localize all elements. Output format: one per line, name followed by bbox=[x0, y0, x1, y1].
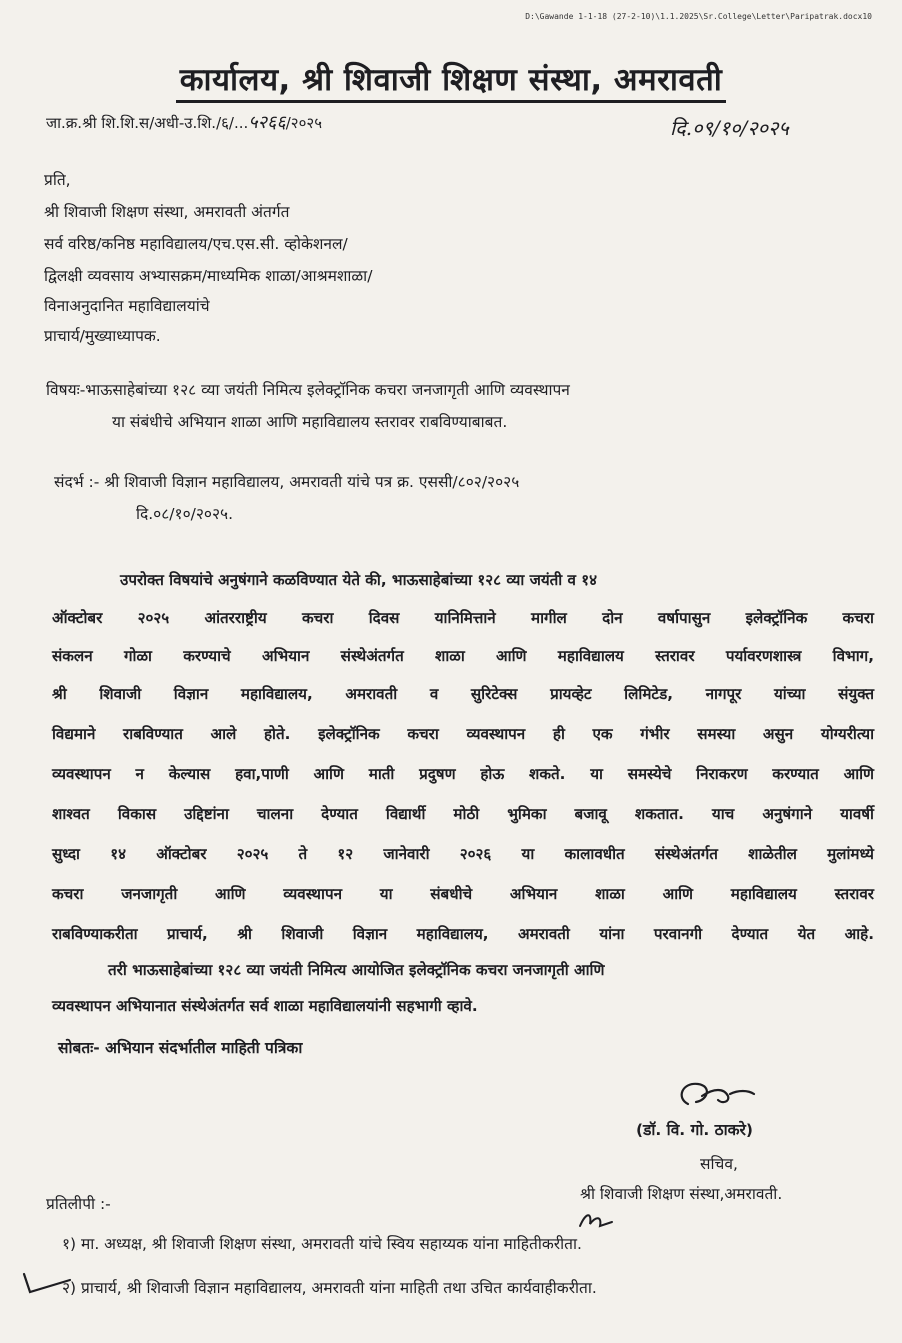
signature-mark bbox=[668, 1076, 758, 1118]
body-line: व्यवस्थापन न केल्यास हवा,पाणी आणि माती प्रदुषण होऊ शकते. या समस्येचे निराकरण करण्यात आणि bbox=[52, 765, 874, 783]
body-line: तरी भाऊसाहेबांच्या १२८ व्या जयंती निमित्य आयोजित इलेक्ट्रॉनिक कचरा जनजागृती आणि bbox=[108, 961, 605, 979]
file-path: D:\Gawande 1-1-18 (27-2-10)\1.1.2025\Sr.College\Letter\Paripatrak.docx10 bbox=[525, 12, 872, 21]
body-line: विद्यमाने राबविण्यात आले होते. इलेक्ट्रॉनिक कचरा व्यवस्थापन ही एक गंभीर समस्या असुन योग्यरीत्या bbox=[52, 725, 874, 743]
signatory-name: (डॉ. वि. गो. ठाकरे) bbox=[636, 1121, 753, 1139]
recipient-line: सर्व वरिष्ठ/कनिष्ठ महाविद्यालय/एच.एस.सी. व्होकेशनल/ bbox=[44, 235, 348, 253]
signatory-organization: श्री शिवाजी शिक्षण संस्था,अमरावती. bbox=[580, 1185, 783, 1203]
recipient-line: प्राचार्य/मुख्याध्यापक. bbox=[44, 327, 161, 345]
recipient-line: प्रति, bbox=[44, 171, 71, 189]
body-line: कचरा जनजागृती आणि व्यवस्थापन या संबधीचे अभियान शाळा आणि महाविद्यालय स्तरावर bbox=[52, 885, 874, 903]
body-line: उपरोक्त विषयांचे अनुषंगाने कळविण्यात येते की, भाऊसाहेबांच्या १२८ व्या जयंती व १४ bbox=[120, 571, 598, 589]
reference-number bbox=[46, 110, 322, 134]
initial-mark bbox=[576, 1208, 616, 1232]
recipient-line: द्विलक्षी व्यवसाय अभ्यासक्रम/माध्यमिक शाळा/आश्रमशाळा/ bbox=[44, 267, 373, 285]
letterhead-title bbox=[0, 58, 902, 100]
copy-to-item: १) मा. अध्यक्ष, श्री शिवाजी शिक्षण संस्था, अमरावती यांचे स्विय सहाय्यक यांना माहितीकरीता. bbox=[62, 1235, 582, 1253]
reference-prefix: जा.क्र.श्री शि.शि.स/अधी-उ.शि./६/... bbox=[46, 114, 249, 132]
signatory-designation: सचिव, bbox=[700, 1155, 738, 1173]
body-line: व्यवस्थापन अभियानात संस्थेअंतर्गत सर्व शाळा महाविद्यालयांनी सहभागी व्हावे. bbox=[52, 997, 478, 1015]
letterhead-title-text: कार्यालय, श्री शिवाजी शिक्षण संस्था, अमरावती bbox=[176, 62, 727, 103]
body-line: ऑक्टोबर २०२५ आंतरराष्ट्रीय कचरा दिवस यानिमित्ताने मागील दोन वर्षापासुन इलेक्ट्रॉनिक कचरा bbox=[52, 609, 874, 627]
body-line: राबविण्याकरीता प्राचार्य, श्री शिवाजी विज्ञान महाविद्यालय, अमरावती यांना परवानगी देण्यात येत आहे. bbox=[52, 925, 874, 943]
subject-line: विषयः-भाऊसाहेबांच्या १२८ व्या जयंती निमित्य इलेक्ट्रॉनिक कचरा जनजागृती आणि व्यवस्थापन bbox=[46, 381, 570, 399]
reference-line: संदर्भ :- श्री शिवाजी विज्ञान महाविद्यालय, अमरावती यांचे पत्र क्र. एससी/८०२/२०२५ bbox=[54, 473, 520, 491]
recipient-line: विनाअनुदानित महाविद्यालयांचे bbox=[44, 297, 210, 315]
copy-to-item: २) प्राचार्य, श्री शिवाजी विज्ञान महाविद्यालय, अमरावती यांना माहिती तथा उचित कार्यवाहीकरीता. bbox=[62, 1279, 597, 1297]
body-line: श्री शिवाजी विज्ञान महाविद्यालय, अमरावती व सुरिटेक्स प्रायव्हेट लिमिटेड, नागपूर यांच्या संयुक्त bbox=[52, 685, 874, 703]
letter-date: दि.०९/१०/२०२५ bbox=[670, 116, 789, 140]
body-line: संकलन गोळा करण्याचे अभियान संस्थेअंतर्गत शाळा आणि महाविद्यालय स्तरावर पर्यावरणशास्त्र विभाग, bbox=[52, 647, 874, 665]
subject-line: या संबंधीचे अभियान शाळा आणि महाविद्यालय स्तरावर राबविण्याबाबत. bbox=[112, 413, 508, 431]
reference-suffix: /२०२५ bbox=[285, 114, 322, 132]
reference-line: दि.०८/१०/२०२५. bbox=[136, 505, 234, 523]
body-line: शाश्वत विकास उद्दिष्टांना चालना देण्यात विद्यार्थी मोठी भुमिका बजावू शकतात. याच अनुषंगाने यावर्षी bbox=[52, 805, 874, 823]
copy-to-title: प्रतिलीपी :- bbox=[46, 1195, 111, 1213]
body-line: सुध्दा १४ ऑक्टोबर २०२५ ते १२ जानेवारी २०२६ या कालावधीत संस्थेअंतर्गत शाळेतील मुलांमध्ये bbox=[52, 845, 874, 863]
enclosure-note: सोबतः- अभियान संदर्भातील माहिती पत्रिका bbox=[58, 1039, 303, 1057]
recipient-line: श्री शिवाजी शिक्षण संस्था, अमरावती अंतर्गत bbox=[44, 203, 290, 221]
reference-handwritten-number: ५२६६ bbox=[248, 112, 286, 133]
